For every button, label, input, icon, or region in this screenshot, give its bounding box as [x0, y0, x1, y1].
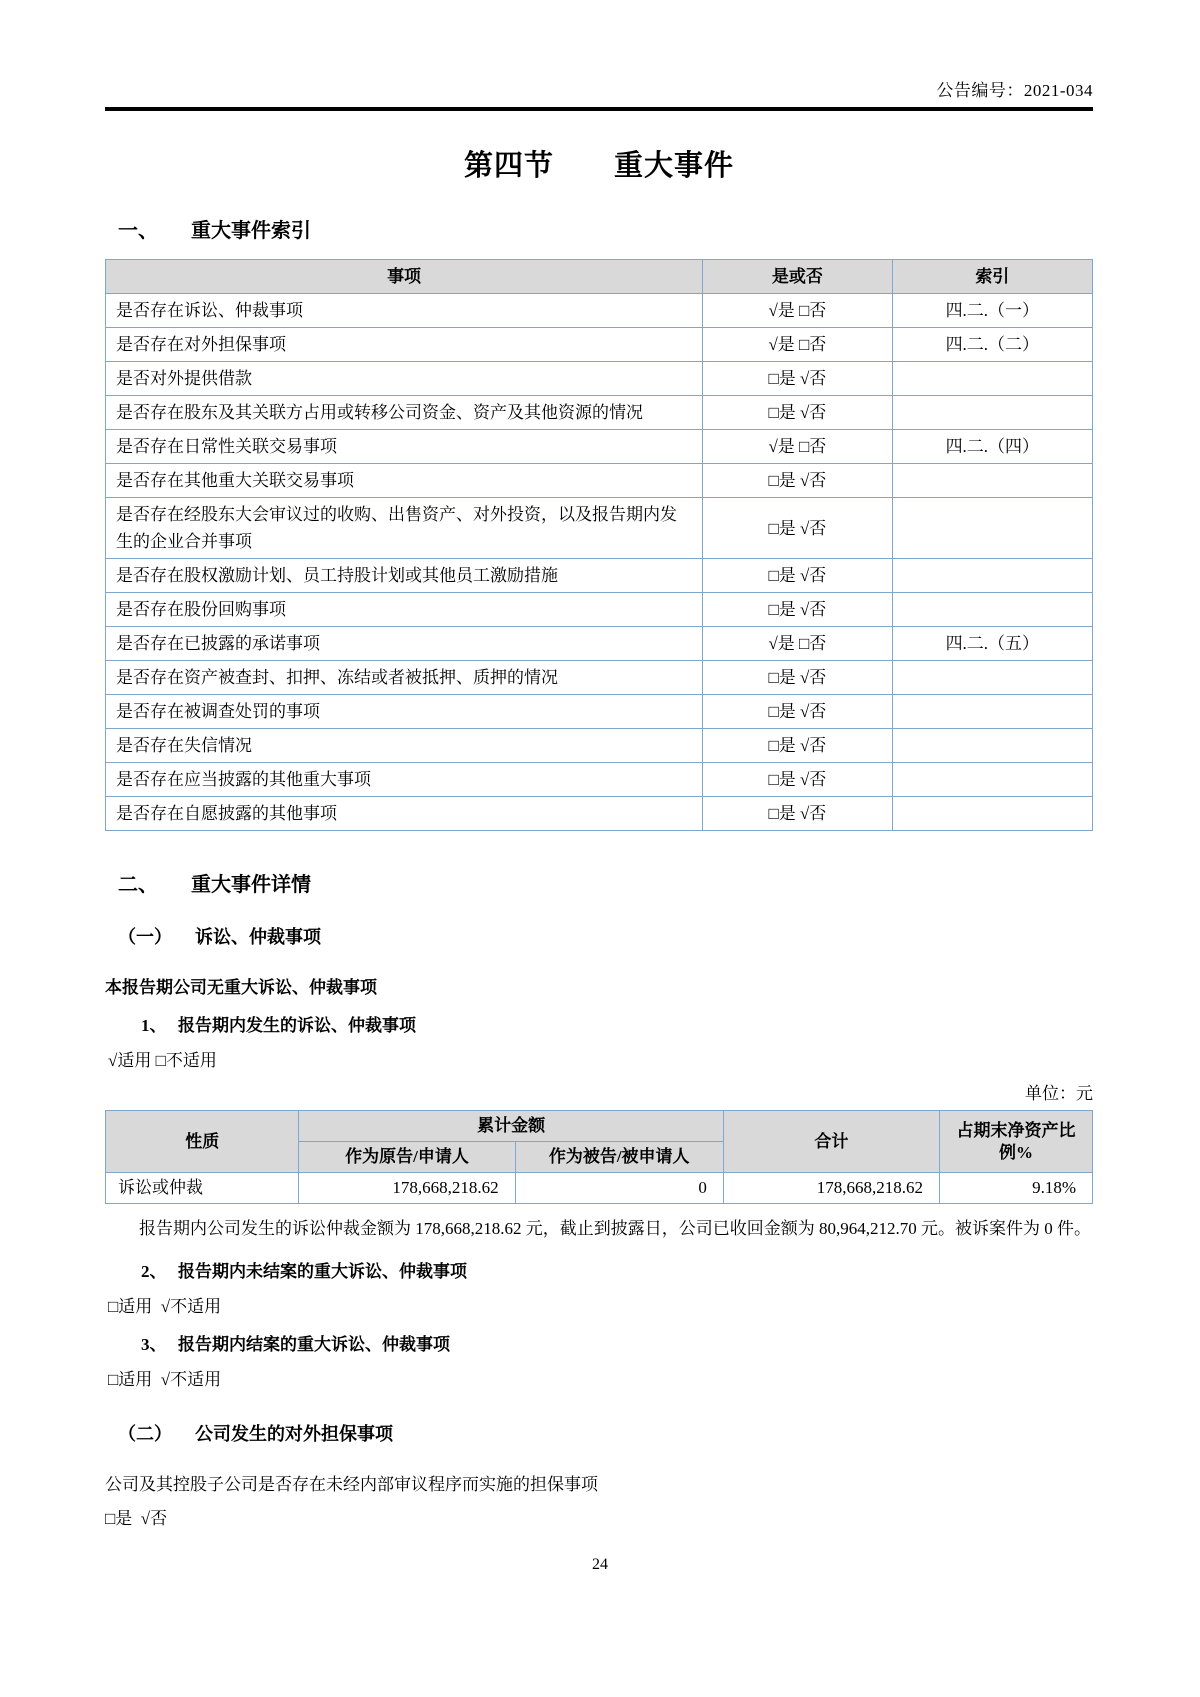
item1-heading-label: 报告期内发生的诉讼、仲裁事项: [178, 1016, 416, 1035]
col-header-nature: 性质: [106, 1111, 299, 1173]
table-row: [106, 362, 1093, 396]
cell-total-amount: 178,668,218.62: [723, 1173, 939, 1204]
cell-item: 是否存在日常性关联交易事项: [106, 430, 703, 464]
cell-index: [892, 729, 1092, 763]
cell-yesno: □是 √否: [703, 396, 893, 430]
table-row: [106, 797, 1093, 831]
cell-item: 是否存在诉讼、仲裁事项: [106, 294, 703, 328]
table-row: [106, 1173, 1093, 1204]
table-row: [106, 729, 1093, 763]
sub2-heading: [105, 1420, 1093, 1446]
doc-number: 公告编号：2021-034: [936, 81, 1093, 100]
table-row: [106, 763, 1093, 797]
table-row: [106, 464, 1093, 498]
cell-yesno: □是 √否: [703, 498, 893, 559]
col-header-defendant: 作为被告/被申请人: [515, 1142, 723, 1173]
cell-item: 是否存在资产被查封、扣押、冻结或者被抵押、质押的情况: [106, 661, 703, 695]
item2-number: 2、: [141, 1262, 167, 1281]
table-row: [106, 498, 1093, 559]
table-row: [106, 661, 1093, 695]
cell-yesno: □是 √否: [703, 695, 893, 729]
cell-yesno: □是 √否: [703, 763, 893, 797]
no-major-litigation-note: 本报告期公司无重大诉讼、仲裁事项: [105, 978, 377, 997]
item3-applicable-line: □适用 √不适用: [108, 1370, 222, 1389]
cell-index: [892, 661, 1092, 695]
col-header-item: 事项: [106, 260, 703, 294]
cell-nature: 诉讼或仲裁: [106, 1173, 299, 1204]
sub2-number: （二）: [118, 1424, 172, 1444]
cell-index: [892, 464, 1092, 498]
header-rule: [105, 107, 1093, 111]
item1-heading: [105, 1011, 1093, 1036]
sub1-number: （一）: [118, 927, 172, 947]
cell-index: [892, 362, 1092, 396]
cell-item: 是否存在经股东大会审议过的收购、出售资产、对外投资，以及报告期内发生的企业合并事项: [106, 498, 703, 559]
cell-yesno: √是 □否: [703, 328, 893, 362]
item3-number: 3、: [141, 1335, 167, 1354]
cell-item: 是否存在其他重大关联交易事项: [106, 464, 703, 498]
item2-applicable-line: □适用 √不适用: [108, 1297, 222, 1316]
cell-item: 是否存在已披露的承诺事项: [106, 627, 703, 661]
cell-item: 是否存在失信情况: [106, 729, 703, 763]
cell-yesno: □是 √否: [703, 559, 893, 593]
sub1-heading-label: 诉讼、仲裁事项: [195, 927, 321, 947]
cell-index: 四.二.（四）: [892, 430, 1092, 464]
guarantee-question: 公司及其控股子公司是否存在未经内部审议程序而实施的担保事项: [105, 1475, 598, 1494]
col-header-ratio: 占期末净资产比例%: [939, 1111, 1092, 1173]
cell-yesno: □是 √否: [703, 464, 893, 498]
cell-plaintiff-amount: 178,668,218.62: [299, 1173, 515, 1204]
unit-label: 单位：元: [1025, 1084, 1093, 1103]
cell-ratio: 9.18%: [939, 1173, 1092, 1204]
cell-yesno: □是 √否: [703, 362, 893, 396]
cell-index: 四.二.（一）: [892, 294, 1092, 328]
table-row: [106, 294, 1093, 328]
table-row: [106, 396, 1093, 430]
cell-item: 是否对外提供借款: [106, 362, 703, 396]
table-row: [106, 627, 1093, 661]
cell-yesno: □是 √否: [703, 661, 893, 695]
cell-yesno: □是 √否: [703, 593, 893, 627]
cell-item: 是否存在股份回购事项: [106, 593, 703, 627]
sub1-heading: [105, 923, 1093, 949]
cell-index: [892, 498, 1092, 559]
cell-index: 四.二.（二）: [892, 328, 1092, 362]
col-header-yesno: 是或否: [703, 260, 893, 294]
item3-heading: [105, 1330, 1093, 1355]
cell-item: 是否存在对外担保事项: [106, 328, 703, 362]
page-number: 24: [592, 1556, 608, 1573]
cell-item: 是否存在自愿披露的其他事项: [106, 797, 703, 831]
section1-heading-label: 重大事件索引: [191, 220, 311, 242]
cell-item: 是否存在股东及其关联方占用或转移公司资金、资产及其他资源的情况: [106, 396, 703, 430]
item1-number: 1、: [141, 1016, 167, 1035]
section2-heading: [105, 868, 1093, 897]
item3-heading-label: 报告期内结案的重大诉讼、仲裁事项: [178, 1335, 450, 1354]
table-row: [106, 695, 1093, 729]
litigation-header-row-1: [106, 1111, 1093, 1142]
cell-yesno: √是 □否: [703, 294, 893, 328]
table-row: [106, 430, 1093, 464]
cell-index: [892, 797, 1092, 831]
litigation-summary-paragraph: 报告期内公司发生的诉讼仲裁金额为 178,668,218.62 元，截止到披露日，公司已收回金额为 80,964,212.70 元。被诉案件为 0 件。: [139, 1219, 1091, 1238]
section2-heading-label: 重大事件详情: [191, 874, 311, 896]
col-header-cumulative: 累计金额: [299, 1111, 723, 1142]
table-row: [106, 593, 1093, 627]
guarantee-answer: □是 √否: [105, 1509, 168, 1528]
table-row: [106, 328, 1093, 362]
litigation-amount-table: [105, 1110, 1093, 1204]
index-table-header-row: [106, 260, 1093, 294]
section1-heading: [105, 214, 1093, 243]
item1-applicable-line: √适用 □不适用: [108, 1051, 217, 1070]
cell-yesno: √是 □否: [703, 430, 893, 464]
col-header-index: 索引: [892, 260, 1092, 294]
cell-index: [892, 763, 1092, 797]
cell-index: 四.二.（五）: [892, 627, 1092, 661]
item2-heading: [105, 1257, 1093, 1282]
sub2-heading-label: 公司发生的对外担保事项: [195, 1424, 393, 1444]
table-row: [106, 559, 1093, 593]
col-header-plaintiff: 作为原告/申请人: [299, 1142, 515, 1173]
col-header-total: 合计: [723, 1111, 939, 1173]
cell-yesno: □是 √否: [703, 797, 893, 831]
cell-item: 是否存在股权激励计划、员工持股计划或其他员工激励措施: [106, 559, 703, 593]
cell-index: [892, 559, 1092, 593]
item2-heading-label: 报告期内未结案的重大诉讼、仲裁事项: [178, 1262, 467, 1281]
section1-number: 一、: [118, 220, 158, 242]
major-events-index-table: [105, 259, 1093, 831]
section2-number: 二、: [118, 874, 158, 896]
cell-yesno: □是 √否: [703, 729, 893, 763]
page-title: 第四节 重大事件: [463, 150, 734, 182]
cell-defendant-amount: 0: [515, 1173, 723, 1204]
cell-index: [892, 593, 1092, 627]
cell-yesno: √是 □否: [703, 627, 893, 661]
cell-index: [892, 695, 1092, 729]
cell-item: 是否存在被调查处罚的事项: [106, 695, 703, 729]
cell-index: [892, 396, 1092, 430]
cell-item: 是否存在应当披露的其他重大事项: [106, 763, 703, 797]
